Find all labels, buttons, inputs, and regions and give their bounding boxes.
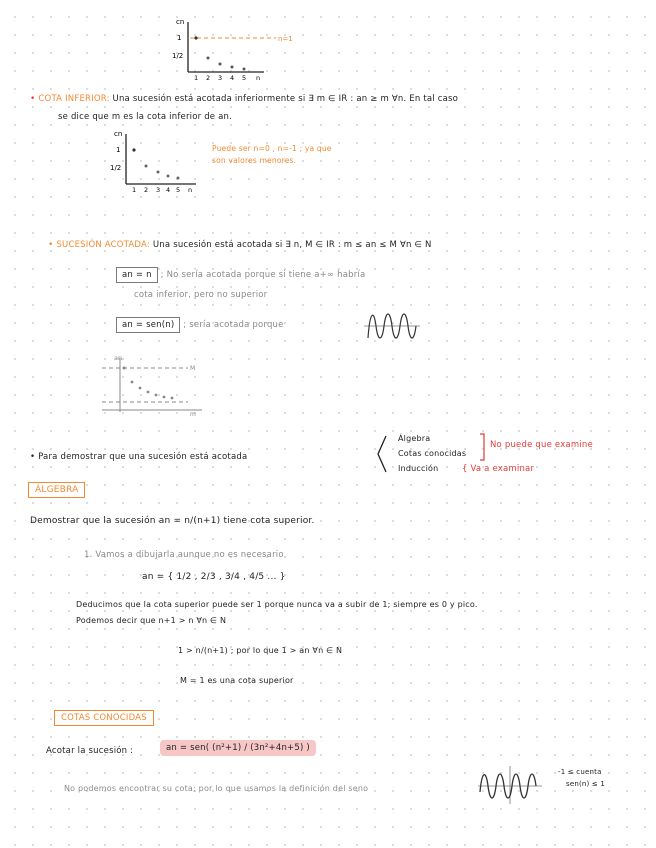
option-cotas-conocidas: Cotas conocidas bbox=[398, 449, 467, 458]
example-an-n bbox=[116, 270, 365, 280]
graph2-x-1: 1 bbox=[132, 186, 137, 194]
algebra-deduce2: Podemos decir que n+1 > n ∀n ∈ N bbox=[76, 616, 227, 625]
example-an-n-text-2: cota inferior, pero no superior bbox=[134, 290, 268, 300]
algebra-step1: 1. Vamos a dibujarla aunque no es necesario bbox=[84, 550, 284, 560]
sine-wave-sketch bbox=[362, 306, 422, 346]
cota-inferior-line1: • COTA INFERIOR: Una sucesión está acotada inferiormente si ∃ m ∈ IR : an ≥ m ∀n. En tal caso bbox=[30, 94, 459, 104]
side-note-1: -1 ≤ cuenta bbox=[558, 768, 602, 776]
graph2-y-label: cn bbox=[114, 130, 123, 138]
graph2-x-5: 5 bbox=[176, 186, 181, 194]
algebra-sequence: an = { 1/2 , 2/3 , 3/4 , 4/5 ... } bbox=[142, 572, 286, 582]
example-sen bbox=[116, 320, 284, 330]
note-no-examina: No puede que examine bbox=[490, 440, 593, 450]
sucesion-acotada-heading: SUCESIÓN ACOTADA: bbox=[56, 240, 150, 250]
graph-top-x-1: 1 bbox=[194, 74, 199, 80]
option-algebra: Álgebra bbox=[398, 434, 431, 443]
algebra-title-text: Demostrar que la sucesión an = n/(n+1) tiene cota superior. bbox=[30, 516, 315, 526]
graph2-x-n: n bbox=[188, 186, 193, 194]
graph2-tick-half: 1/2 bbox=[110, 164, 122, 172]
graph-top-tick-1: 1 bbox=[177, 34, 182, 42]
graph-top-annotation: n=1 bbox=[278, 35, 293, 43]
graph-top-x-2: 2 bbox=[206, 74, 211, 80]
graph2-x-3: 3 bbox=[156, 186, 161, 194]
cotas-text: No podemos encontrar su cota; por lo que usamos la definición del seno bbox=[64, 784, 369, 793]
example-sen-box: an = sen(n) bbox=[116, 317, 180, 333]
algebra-conclusion: M = 1 es una cota superior bbox=[180, 676, 294, 685]
graph-top-x-5: 5 bbox=[242, 74, 247, 80]
sucesion-acotada-line: • SUCESIÓN ACOTADA: Una sucesión está acotada si ∃ n, M ∈ IR : m ≤ an ≤ M ∀n ∈ N bbox=[48, 240, 432, 250]
note-va-examinar-text: Va a examinar bbox=[470, 464, 535, 474]
graph-cota-inferior bbox=[110, 128, 206, 194]
graph2-tick-1: 1 bbox=[116, 146, 121, 154]
graph-top-tick-half: 1/2 bbox=[172, 52, 184, 60]
graph2-note-line2: son valores menores. bbox=[212, 156, 297, 165]
graph3-label-top: M bbox=[190, 365, 196, 372]
cota-inferior-line2: se dice que m es la cota inferior de an. bbox=[58, 112, 233, 122]
algebra-heading: ÁLGEBRA bbox=[28, 482, 85, 498]
sucesion-acotada-definition: Una sucesión está acotada si ∃ n, M ∈ IR : m ≤ an ≤ M ∀n ∈ N bbox=[152, 240, 432, 250]
graph-top-x-4: 4 bbox=[230, 74, 235, 80]
demostrar-line: • Para demostrar que una sucesión está acotada bbox=[30, 452, 248, 462]
cotas-acotar-label: Acotar la sucesión : bbox=[46, 746, 134, 756]
example-sen-text: ; sería acotada porque bbox=[183, 320, 284, 330]
algebra-title bbox=[30, 516, 315, 526]
note-va-examinar: { Va a examinar bbox=[462, 464, 535, 474]
algebra-inequality: 1 > n/(n+1) ; por lo que 1 > an ∀n ∈ N bbox=[178, 646, 343, 655]
cotas-formula: an = sen( (n²+1) / (3n²+4n+5) ) bbox=[160, 740, 316, 756]
graph2-x-4: 4 bbox=[166, 186, 171, 194]
cota-inferior-definition: Una sucesión está acotada inferiormente si ∃ m ∈ IR : an ≥ m ∀n. En tal caso bbox=[112, 94, 459, 104]
example-an-n-text: ; No sería acotada porque si tiene a+∞ habría bbox=[160, 270, 366, 280]
graph3-y-label: an bbox=[114, 354, 123, 362]
graph-top bbox=[168, 14, 308, 80]
graph-top-x-n: n bbox=[256, 74, 261, 80]
graph-acotada bbox=[98, 354, 208, 420]
side-note-2: sen(n) ≤ 1 bbox=[566, 780, 606, 788]
example-an-n-box: an = n bbox=[116, 267, 158, 283]
graph3-label-bottom: m bbox=[190, 411, 196, 418]
cotas-conocidas-heading: COTAS CONOCIDAS bbox=[54, 710, 154, 726]
option-induccion: Inducción bbox=[398, 464, 439, 473]
graph-top-x-3: 3 bbox=[218, 74, 223, 80]
brace-red bbox=[478, 432, 488, 462]
cota-inferior-heading: COTA INFERIOR: bbox=[38, 94, 110, 104]
graph2-note-line1: Puede ser n=0 , n=-1 ; ya que bbox=[212, 144, 332, 153]
graph-top-y-label: cn bbox=[176, 18, 185, 26]
sine-wave-sketch-2 bbox=[476, 764, 544, 806]
graph2-x-2: 2 bbox=[144, 186, 149, 194]
brace-left bbox=[374, 434, 388, 474]
algebra-deduce1: Deducimos que la cota superior puede ser 1 porque nunca va a subir de 1; siempre es 0 y pico. bbox=[76, 600, 478, 609]
